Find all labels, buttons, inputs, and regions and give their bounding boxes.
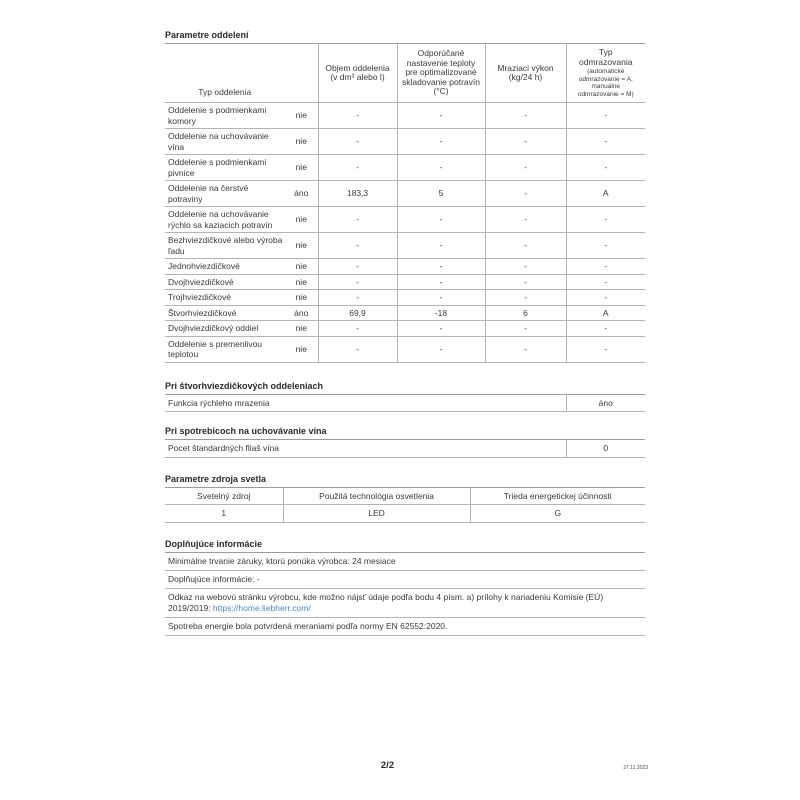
compartment-label: Jednohviezdičkové xyxy=(168,261,240,271)
four-star-row xyxy=(165,395,645,412)
additional-section-title: Doplňujúce informácie xyxy=(165,539,645,553)
light-source-value: 1 xyxy=(221,508,227,518)
compartment-capacity: - xyxy=(485,274,566,290)
compartment-defrost: - xyxy=(566,274,645,290)
compartment-present: nie xyxy=(295,276,307,287)
document-date: 27.11.2023 xyxy=(623,765,648,771)
compartment-label: Oddelenie na uchovávanie vína xyxy=(168,131,269,152)
light-section-title: Parametre zdroja svetla xyxy=(165,474,645,488)
compartment-temp: - xyxy=(397,155,485,181)
compartment-present: nie xyxy=(295,261,307,271)
compartment-present: áno xyxy=(294,307,309,318)
compartment-label: Oddelenie s podmienkami komory xyxy=(168,105,267,126)
compartments-table xyxy=(165,44,645,363)
compartments-section-title: Parametre oddelení xyxy=(165,30,645,44)
compartment-label: Dvojhviezdičkové xyxy=(168,276,234,287)
light-header-row xyxy=(165,488,645,505)
compartment-row xyxy=(165,103,645,129)
compartment-volume: - xyxy=(318,207,397,233)
compartment-label: Bezhviezdičkové alebo výroba ľadu xyxy=(168,235,283,256)
compartment-label: Trojhviezdičkové xyxy=(168,292,231,302)
compartment-volume: - xyxy=(318,233,397,259)
four-star-table xyxy=(165,395,645,413)
compartment-row xyxy=(165,233,645,259)
column-header-volume-title: Objem oddelenia xyxy=(325,62,390,73)
page-number: 2/2 xyxy=(380,760,395,771)
compartment-row xyxy=(165,290,645,306)
manufacturer-link-text: Odkaz na webovú stránku výrobcu, kde možno nájsť údaje podľa bodu 4 písm. a) prílohy k nariadeniu Komisie (EÚ) 2019/2019: xyxy=(168,591,604,613)
compartment-temp: 5 xyxy=(397,181,485,207)
column-header-volume-sub: (v dm³ alebo l) xyxy=(330,72,385,82)
compartment-volume: - xyxy=(318,129,397,155)
compartment-defrost: - xyxy=(566,207,645,233)
light-technology-header: Použitá technológia osvetlenia xyxy=(283,488,470,505)
compartment-volume: 183,3 xyxy=(318,181,397,207)
compartment-label: Štvorhviezdičkové xyxy=(168,307,237,318)
compartment-present: nie xyxy=(295,136,307,147)
compartment-present: nie xyxy=(295,162,307,173)
compartment-defrost: - xyxy=(566,259,645,275)
manufacturer-link-row xyxy=(165,588,645,617)
compartment-defrost: - xyxy=(566,290,645,306)
wine-table xyxy=(165,440,645,458)
additional-info-text: Doplňujúce informácie: - xyxy=(168,573,260,584)
warranty-text: Minimálne trvanie záruky, ktorú ponúka výrobca: 24 mesiace xyxy=(168,555,396,566)
compartment-capacity: - xyxy=(485,290,566,306)
fast-freeze-value: áno xyxy=(566,395,645,412)
compartment-volume: - xyxy=(318,103,397,129)
column-header-volume xyxy=(318,44,397,103)
compartment-capacity: - xyxy=(485,259,566,275)
compartment-capacity: 6 xyxy=(485,305,566,321)
wine-section-title: Pri spotrebicoch na uchovávanie vína xyxy=(165,426,645,440)
compartments-header-row xyxy=(165,44,645,103)
compartment-capacity: - xyxy=(485,181,566,207)
compartment-label: Dvojhviezdičkový oddiel xyxy=(168,323,259,333)
compartment-volume: - xyxy=(318,321,397,337)
compartment-volume: - xyxy=(318,274,397,290)
manufacturer-link-cell xyxy=(165,588,645,617)
column-header-freezing xyxy=(485,44,566,103)
light-efficiency-value: G xyxy=(470,505,645,523)
compartment-capacity: - xyxy=(485,103,566,129)
compartment-volume: 69,9 xyxy=(318,305,397,321)
compartment-present: nie xyxy=(295,323,307,333)
compartment-row xyxy=(165,274,645,290)
compartment-label: Oddelenie na čerstvé potraviny xyxy=(168,183,249,204)
additional-info-row xyxy=(165,570,645,588)
wine-bottles-label: Pocet štandardných fliaš vína xyxy=(168,443,280,453)
wine-row xyxy=(165,440,645,457)
four-star-section-title: Pri štvorhviezdičkových oddeleniach xyxy=(165,381,645,395)
compartment-volume: - xyxy=(318,155,397,181)
light-source-header: Svetelný zdroj xyxy=(197,490,251,501)
compartment-row xyxy=(165,129,645,155)
compartment-capacity: - xyxy=(485,336,566,362)
compartment-present: áno xyxy=(294,188,309,199)
compartment-present: nie xyxy=(295,110,307,121)
compartment-defrost: - xyxy=(566,129,645,155)
light-table xyxy=(165,488,645,523)
column-header-defrost-note: (automatické odmrazovanie = A, manuálne odmrazovanie = M) xyxy=(577,68,634,98)
light-technology-value: LED xyxy=(283,505,470,523)
compartment-volume: - xyxy=(318,290,397,306)
compartment-defrost: - xyxy=(566,103,645,129)
compartment-row xyxy=(165,181,645,207)
compartment-volume: - xyxy=(318,336,397,362)
compartment-temp: - xyxy=(397,274,485,290)
compartment-volume: - xyxy=(318,259,397,275)
compartment-defrost: - xyxy=(566,336,645,362)
compartment-temp: - xyxy=(397,336,485,362)
compartment-row xyxy=(165,155,645,181)
compartment-temp: - xyxy=(397,233,485,259)
compartment-temp: - xyxy=(397,207,485,233)
compartment-defrost: - xyxy=(566,233,645,259)
compartment-row xyxy=(165,305,645,321)
energy-standard-row xyxy=(165,617,645,635)
light-value-row xyxy=(165,505,645,523)
compartment-label: Oddelenie s podmienkami pivnice xyxy=(168,157,267,178)
compartment-temp: - xyxy=(397,259,485,275)
column-header-defrost xyxy=(566,44,645,103)
energy-standard-text: Spotreba energie bola potvrdená meraniami podľa normy EN 62552:2020. xyxy=(168,620,448,631)
fast-freeze-label: Funkcia rýchleho mrazenia xyxy=(168,397,270,408)
compartment-temp: -18 xyxy=(397,305,485,321)
compartment-defrost: - xyxy=(566,155,645,181)
compartment-label: Oddelenie na uchovávanie rýchlo sa kaziacich potravín xyxy=(168,209,273,230)
compartment-row xyxy=(165,207,645,233)
compartment-row xyxy=(165,321,645,337)
compartment-defrost: - xyxy=(566,321,645,337)
compartment-present: nie xyxy=(295,214,307,225)
manufacturer-link[interactable]: https://home.liebherr.com/ xyxy=(212,602,311,613)
column-header-defrost-title: Typ odmrazovania xyxy=(579,47,633,67)
compartment-row xyxy=(165,336,645,362)
column-header-freezing-sub: (kg/24 h) xyxy=(508,72,543,82)
light-efficiency-header: Trieda energetickej účinnosti xyxy=(470,488,645,505)
compartment-present: nie xyxy=(295,343,307,354)
compartment-capacity: - xyxy=(485,321,566,337)
compartment-temp: - xyxy=(397,103,485,129)
compartment-defrost: A xyxy=(566,181,645,207)
compartment-present: nie xyxy=(295,292,307,302)
compartment-label: Oddelenie s premenlivou teplotou xyxy=(168,338,263,359)
additional-info-table xyxy=(165,553,645,636)
warranty-row xyxy=(165,553,645,571)
compartment-capacity: - xyxy=(485,155,566,181)
compartment-temp: - xyxy=(397,290,485,306)
compartment-temp: - xyxy=(397,321,485,337)
compartment-capacity: - xyxy=(485,129,566,155)
compartment-row xyxy=(165,259,645,275)
column-header-freezing-title: Mraziaci výkon xyxy=(497,62,554,73)
compartment-capacity: - xyxy=(485,207,566,233)
compartment-defrost: A xyxy=(566,305,645,321)
column-header-type: Typ oddelenia xyxy=(198,86,252,97)
compartment-present: nie xyxy=(295,240,307,251)
column-header-temperature: Odporúčané nastavenie teploty pre optimalizované skladovanie potravín (°C) xyxy=(397,44,485,103)
page-content xyxy=(165,30,645,636)
compartment-temp: - xyxy=(397,129,485,155)
compartment-capacity: - xyxy=(485,233,566,259)
wine-bottles-value: 0 xyxy=(566,440,645,457)
